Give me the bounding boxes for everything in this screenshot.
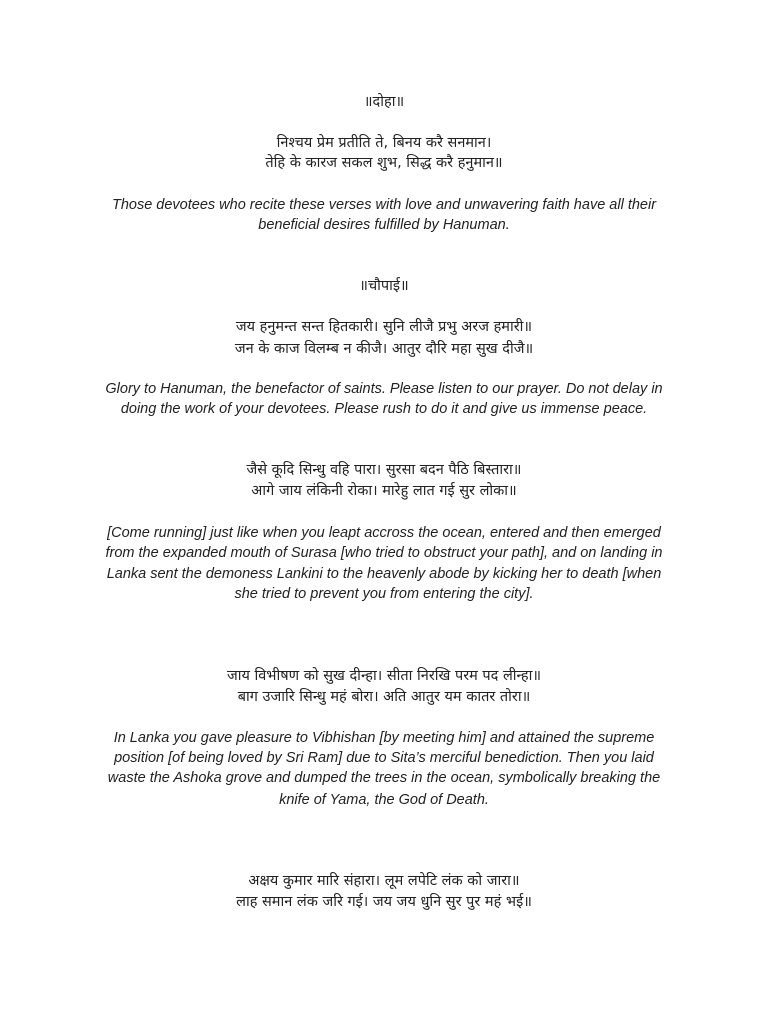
translation-line: Glory to Hanuman, the benefactor of saints. Please listen to our prayer. Do not delay in [105, 381, 663, 397]
translation-line: In Lanka you gave pleasure to Vibhishan [by meeting him] and attained the supreme [113, 730, 655, 746]
translation-line: Those devotees who recite these verses with love and unwavering faith have all their [111, 197, 657, 213]
verse-line: आगे जाय लंकिनी रोका। मारेहु लात गई सुर लोका॥ [251, 483, 517, 499]
verse-line: जन के काज विलम्ब न कीजै। आतुर दौरि महा सुख दीजै॥ [234, 341, 534, 357]
verse-line: बाग उजारि सिन्धु महं बोरा। अति आतुर यम कातर तोरा॥ [237, 689, 531, 705]
verse-line: जाय विभीषण को सुख दीन्हा। सीता निरखि परम पद लीन्हा॥ [226, 668, 542, 684]
section-heading-doha: ॥दोहा॥ [363, 94, 405, 110]
section-heading-chaupai: ॥चौपाई॥ [359, 278, 409, 294]
translation-line: she tried to prevent you from entering the city]. [234, 586, 534, 602]
translation-line: Lanka sent the demoness Lankini to the heavenly abode by kicking her to death [when [106, 566, 662, 582]
translation-line: beneficial desires fulfilled by Hanuman. [258, 217, 510, 233]
translation-line: from the expanded mouth of Surasa [who tried to obstruct your path], and on landing in [105, 545, 663, 561]
verse-line: जय हनुमन्त सन्त हितकारी। सुनि लीजै प्रभु अरज हमारी॥ [235, 319, 533, 335]
verse-line: जैसे कूदि सिन्धु वहि पारा। सुरसा बदन पैठि बिस्तारा॥ [246, 462, 522, 478]
verse-line: लाह समान लंक जरि गई। जय जय धुनि सुर पुर महं भई॥ [236, 894, 532, 910]
verse-line: निश्चय प्रेम प्रतीति ते, बिनय करै सनमान। [276, 135, 492, 151]
translation-line: knife of Yama, the God of Death. [279, 792, 489, 808]
translation-line: doing the work of your devotees. Please rush to do it and give us immense peace. [120, 401, 648, 417]
translation-line: waste the Ashoka grove and dumped the trees in the ocean, symbolically breaking the [107, 770, 661, 786]
verse-line: अक्षय कुमार मारि संहारा। लूम लपेटि लंक को जारा॥ [248, 873, 520, 889]
verse-line: तेहि के कारज सकल शुभ, सिद्ध करै हनुमान॥ [265, 155, 503, 171]
translation-line: position [of being loved by Sri Ram] due to Sita’s merciful benediction. Then you laid [114, 750, 654, 766]
translation-line: [Come running] just like when you leapt accross the ocean, entered and then emerged [107, 525, 661, 541]
